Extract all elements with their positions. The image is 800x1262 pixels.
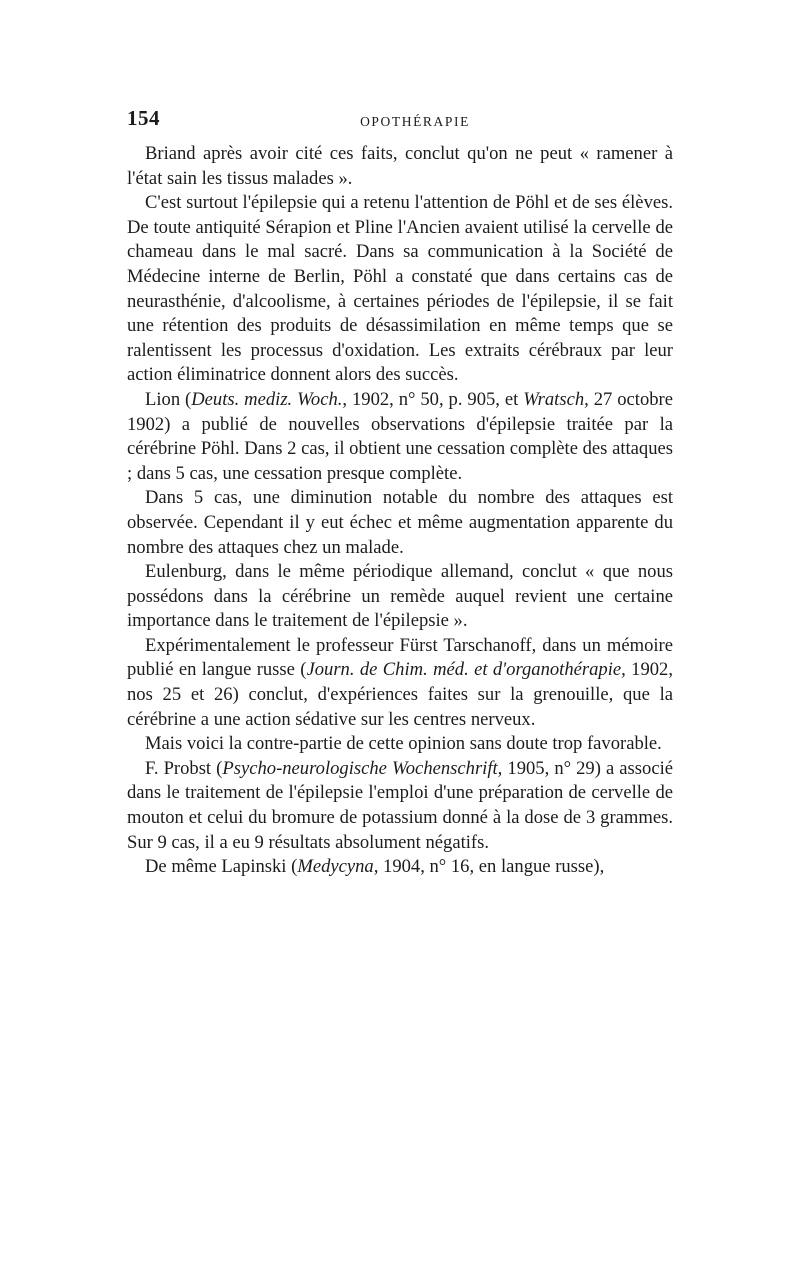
lion-citation-wratsch: Wratsch, [523, 388, 589, 410]
paragraph-briand: Briand après avoir cité ces faits, conclut qu'on ne peut « ramener à l'état sain les tissus malades ». [127, 143, 673, 189]
body-text [127, 142, 673, 880]
paragraph-eulenburg: Eulenburg, dans le même périodique allemand, conclut « que nous possédons dans la cérébrine un remède auquel revient une certaine importance dans le traitement de l'épilepsie ». [127, 561, 673, 632]
tarschanoff-citation-journal: Journ. de Chim. méd. et d'organothérapie, [306, 659, 626, 681]
paragraph-lion [127, 388, 673, 486]
tarschanoff-text-pre: Expérimentalement le professeur Fürst Tarschanoff, dans un mémoire publié en langue russe ( [127, 634, 673, 681]
paragraph-lapinski [127, 855, 673, 880]
page-header [127, 100, 673, 140]
paragraph-dans-5-cas: Dans 5 cas, une diminution notable du nombre des attaques est observée. Cependant il y eut échec et même augmentation apparente du nombre des attaques chez un malade. [127, 487, 673, 558]
paragraph-contre-partie: Mais voici la contre-partie de cette opinion sans doute trop favorable. [145, 733, 662, 755]
lion-text-pre: Lion ( [145, 388, 192, 410]
probst-citation-journal: Psycho-neurologische Wochenschrift, [222, 757, 503, 779]
book-page [127, 100, 673, 880]
lion-text-post: 27 octobre 1902) a publié de nouvelles observations d'épilepsie traitée par la cérébrine Pöhl. Dans 2 cas, il obtient une cessation complète des attaques ; dans 5 cas, une cessation presque complète. [127, 388, 673, 484]
page-number: 154 [127, 106, 160, 130]
running-head: OPOTHÉRAPIE [360, 114, 470, 129]
lion-citation-journal: Deuts. mediz. Woch. [191, 388, 343, 410]
lion-text-mid: , 1902, n° 50, p. 905, et [342, 388, 524, 410]
paragraph-epilepsie-pohl: C'est surtout l'épilepsie qui a retenu l'attention de Pöhl et de ses élèves. De toute antiquité Sérapion et Pline l'Ancien avaient utilisé la cervelle de chameau dans le mal sacré. Dans sa communication à la Société de Médecine interne de Berlin, Pöhl a constaté que dans certains cas de neurasthénie, d'alcoolisme, à certaines périodes de l'épilepsie, il se fait une rétention des produits de désassimilation en même temps que se ralentissent les processus d'oxidation. Les extraits cérébraux par leur action éliminatrice donnent alors des succès. [127, 192, 673, 386]
probst-text-post: 1905, n° 29) a associé dans le traitement de l'épilepsie l'emploi d'une préparation de cervelle de mouton et celui du bromure de potassium donné à la dose de 3 grammes. Sur 9 cas, il a eu 9 résultats absolument négatifs. [127, 757, 673, 853]
paragraph-probst [127, 757, 673, 855]
lapinski-citation-journal: Medycyna, [297, 856, 379, 878]
probst-text-pre: F. Probst ( [145, 757, 223, 779]
paragraph-tarschanoff [127, 634, 673, 732]
tarschanoff-text-post: 1902, nos 25 et 26) conclut, d'expériences faites sur la grenouille, que la cérébrine a une action sédative sur les centres nerveux. [127, 659, 673, 730]
lapinski-text-post: 1904, n° 16, en langue russe), [378, 856, 605, 878]
lapinski-text-pre: De même Lapinski ( [145, 856, 298, 878]
